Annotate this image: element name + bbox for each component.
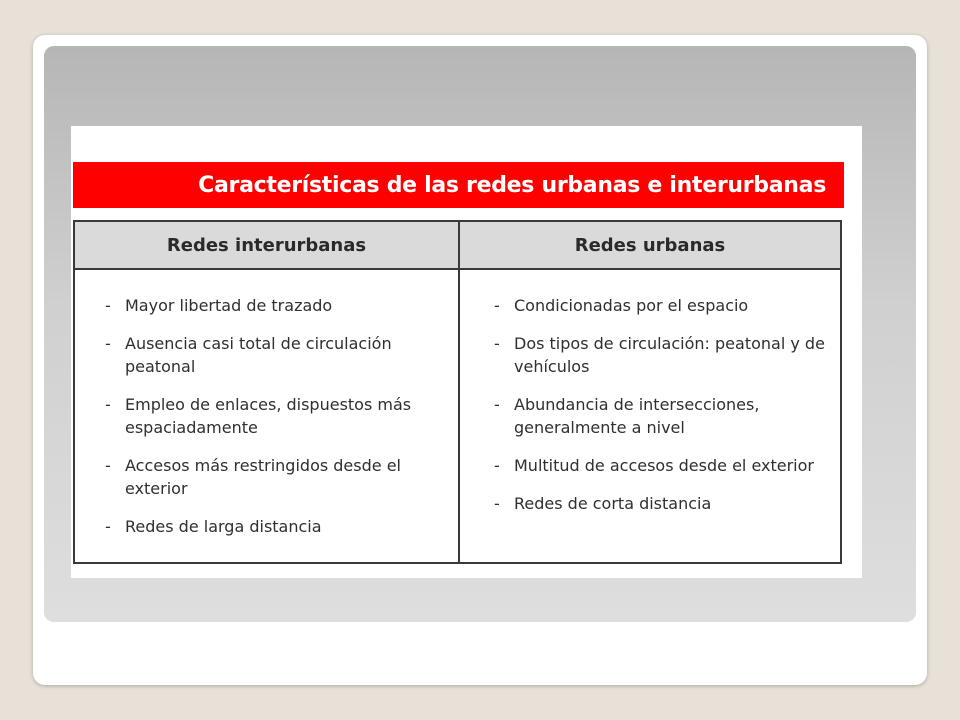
list-item xyxy=(105,294,448,317)
dash-bullet: - xyxy=(494,334,500,353)
list-interurbanas xyxy=(105,294,448,538)
dash-bullet: - xyxy=(105,334,111,353)
dash-bullet: - xyxy=(494,494,500,513)
table-title: Características de las redes urbanas e interurbanas xyxy=(198,172,826,198)
list-urbanas xyxy=(494,294,830,515)
list-item xyxy=(494,332,830,378)
item-text: Accesos más restringidos desde el exterior xyxy=(125,456,401,498)
title-banner xyxy=(73,162,844,208)
item-text: Redes de larga distancia xyxy=(125,517,322,536)
list-item xyxy=(494,294,830,317)
comparison-table xyxy=(73,220,842,564)
list-item xyxy=(494,454,830,477)
dash-bullet: - xyxy=(105,517,111,536)
dash-bullet: - xyxy=(494,296,500,315)
item-text: Ausencia casi total de circulación peatonal xyxy=(125,334,392,376)
item-text: Dos tipos de circulación: peatonal y de vehículos xyxy=(514,334,825,376)
dash-bullet: - xyxy=(105,456,111,475)
item-text: Mayor libertad de trazado xyxy=(125,296,333,315)
item-text: Abundancia de intersecciones, generalmente a nivel xyxy=(514,395,760,437)
column-urbanas xyxy=(460,270,840,562)
dash-bullet: - xyxy=(105,296,111,315)
item-text: Redes de corta distancia xyxy=(514,494,712,513)
list-item xyxy=(105,515,448,538)
header-interurbanas: Redes interurbanas xyxy=(75,222,460,270)
item-text: Empleo de enlaces, dispuestos más espaciadamente xyxy=(125,395,412,437)
item-text: Multitud de accesos desde el exterior xyxy=(514,456,814,475)
list-item xyxy=(105,393,448,439)
list-item xyxy=(494,393,830,439)
table-image xyxy=(71,126,862,578)
column-interurbanas xyxy=(75,270,460,562)
list-item xyxy=(494,492,830,515)
dash-bullet: - xyxy=(494,456,500,475)
dash-bullet: - xyxy=(494,395,500,414)
dash-bullet: - xyxy=(105,395,111,414)
list-item xyxy=(105,454,448,500)
item-text: Condicionadas por el espacio xyxy=(514,296,749,315)
list-item xyxy=(105,332,448,378)
header-urbanas: Redes urbanas xyxy=(460,222,840,270)
